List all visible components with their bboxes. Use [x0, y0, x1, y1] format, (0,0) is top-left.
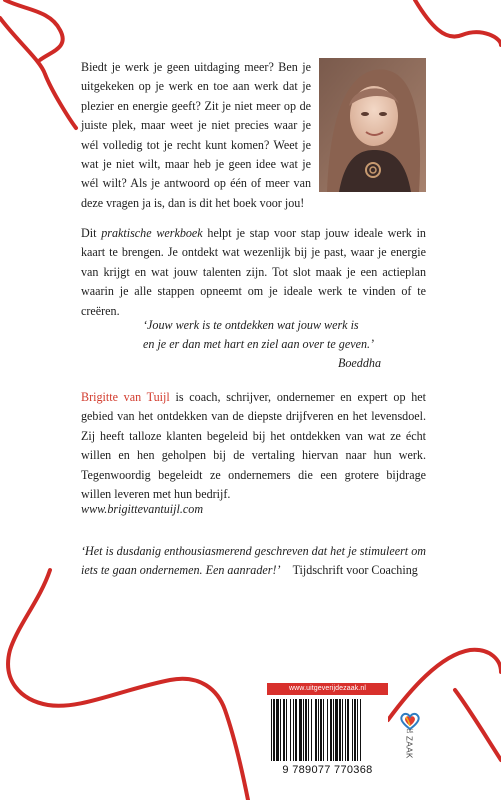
- quote-source: Boeddha: [338, 356, 381, 371]
- intro-paragraph: Biedt je werk je geen uitdaging meer? Ben je uitgekeken op je werk en toe aan werk dat je plezier en energie geeft? Zit je niet meer op de juiste plek, maar weet je niet precies waar je wél volledig tot je recht kunt komen? Weet je wat je niet wilt, maar heb je geen idee wat je wél wilt? Als je antwoord op één of meer van deze vragen ja is, dan is dit het boek voor jou!: [81, 60, 311, 210]
- publisher-url-bar: www.uitgeverijdezaak.nl: [267, 683, 388, 695]
- isbn-number: 9 789077 770368: [282, 764, 373, 776]
- author-photo: [319, 58, 426, 192]
- author-name: Brigitte van Tuijl: [81, 390, 170, 404]
- quote-line-2: en je er dan met hart en ziel aan over te geven.’: [143, 337, 375, 352]
- author-bio: Brigitte van Tuijl is coach, schrijver, ondernemer en expert op het gebied van het ontdekken van de diepste drijfveren en het levensdoel. Zij heeft talloze klanten begeleid bij het ontdekken van wat ze écht willen en hen geholpen bij de vertaling hiervan naar hun werk. Tegenwoordig begeleidt ze ondernemers die een grotere bijdrage willen leveren met hun bedrijf.: [81, 390, 427, 502]
- quote-block: [143, 316, 433, 374]
- publisher-logo: [398, 712, 422, 784]
- description-paragraph: Dit praktische werkboek helpt je stap voor stap jouw ideale werk in kaart te brengen. Je ontdekt wat wezenlijk bij je past, waar je energie van krijgt en wat jouw talenten zijn. Tot slot maak je een actieplan waarin je alle stappen opneemt om je ideale werk te vinden of te creëren.: [81, 226, 426, 318]
- barcode: [267, 697, 388, 772]
- logo-small-text: DE: [406, 729, 414, 735]
- author-website: www.brigittevantuijl.com: [81, 502, 204, 516]
- heart-icon: [400, 712, 420, 730]
- review-quote: ‘Het is dusdanig enthousiasmerend geschreven dat het je stimuleert om iets te gaan ondernemen. Een aanrader!’ Tijdschrift voor Coaching: [81, 544, 426, 578]
- review-source: Tijdschrift voor Coaching: [292, 563, 418, 578]
- logo-wordmark: ZAAK: [404, 736, 414, 759]
- quote-line-1: ‘Jouw werk is te ontdekken wat jouw werk is: [143, 318, 359, 332]
